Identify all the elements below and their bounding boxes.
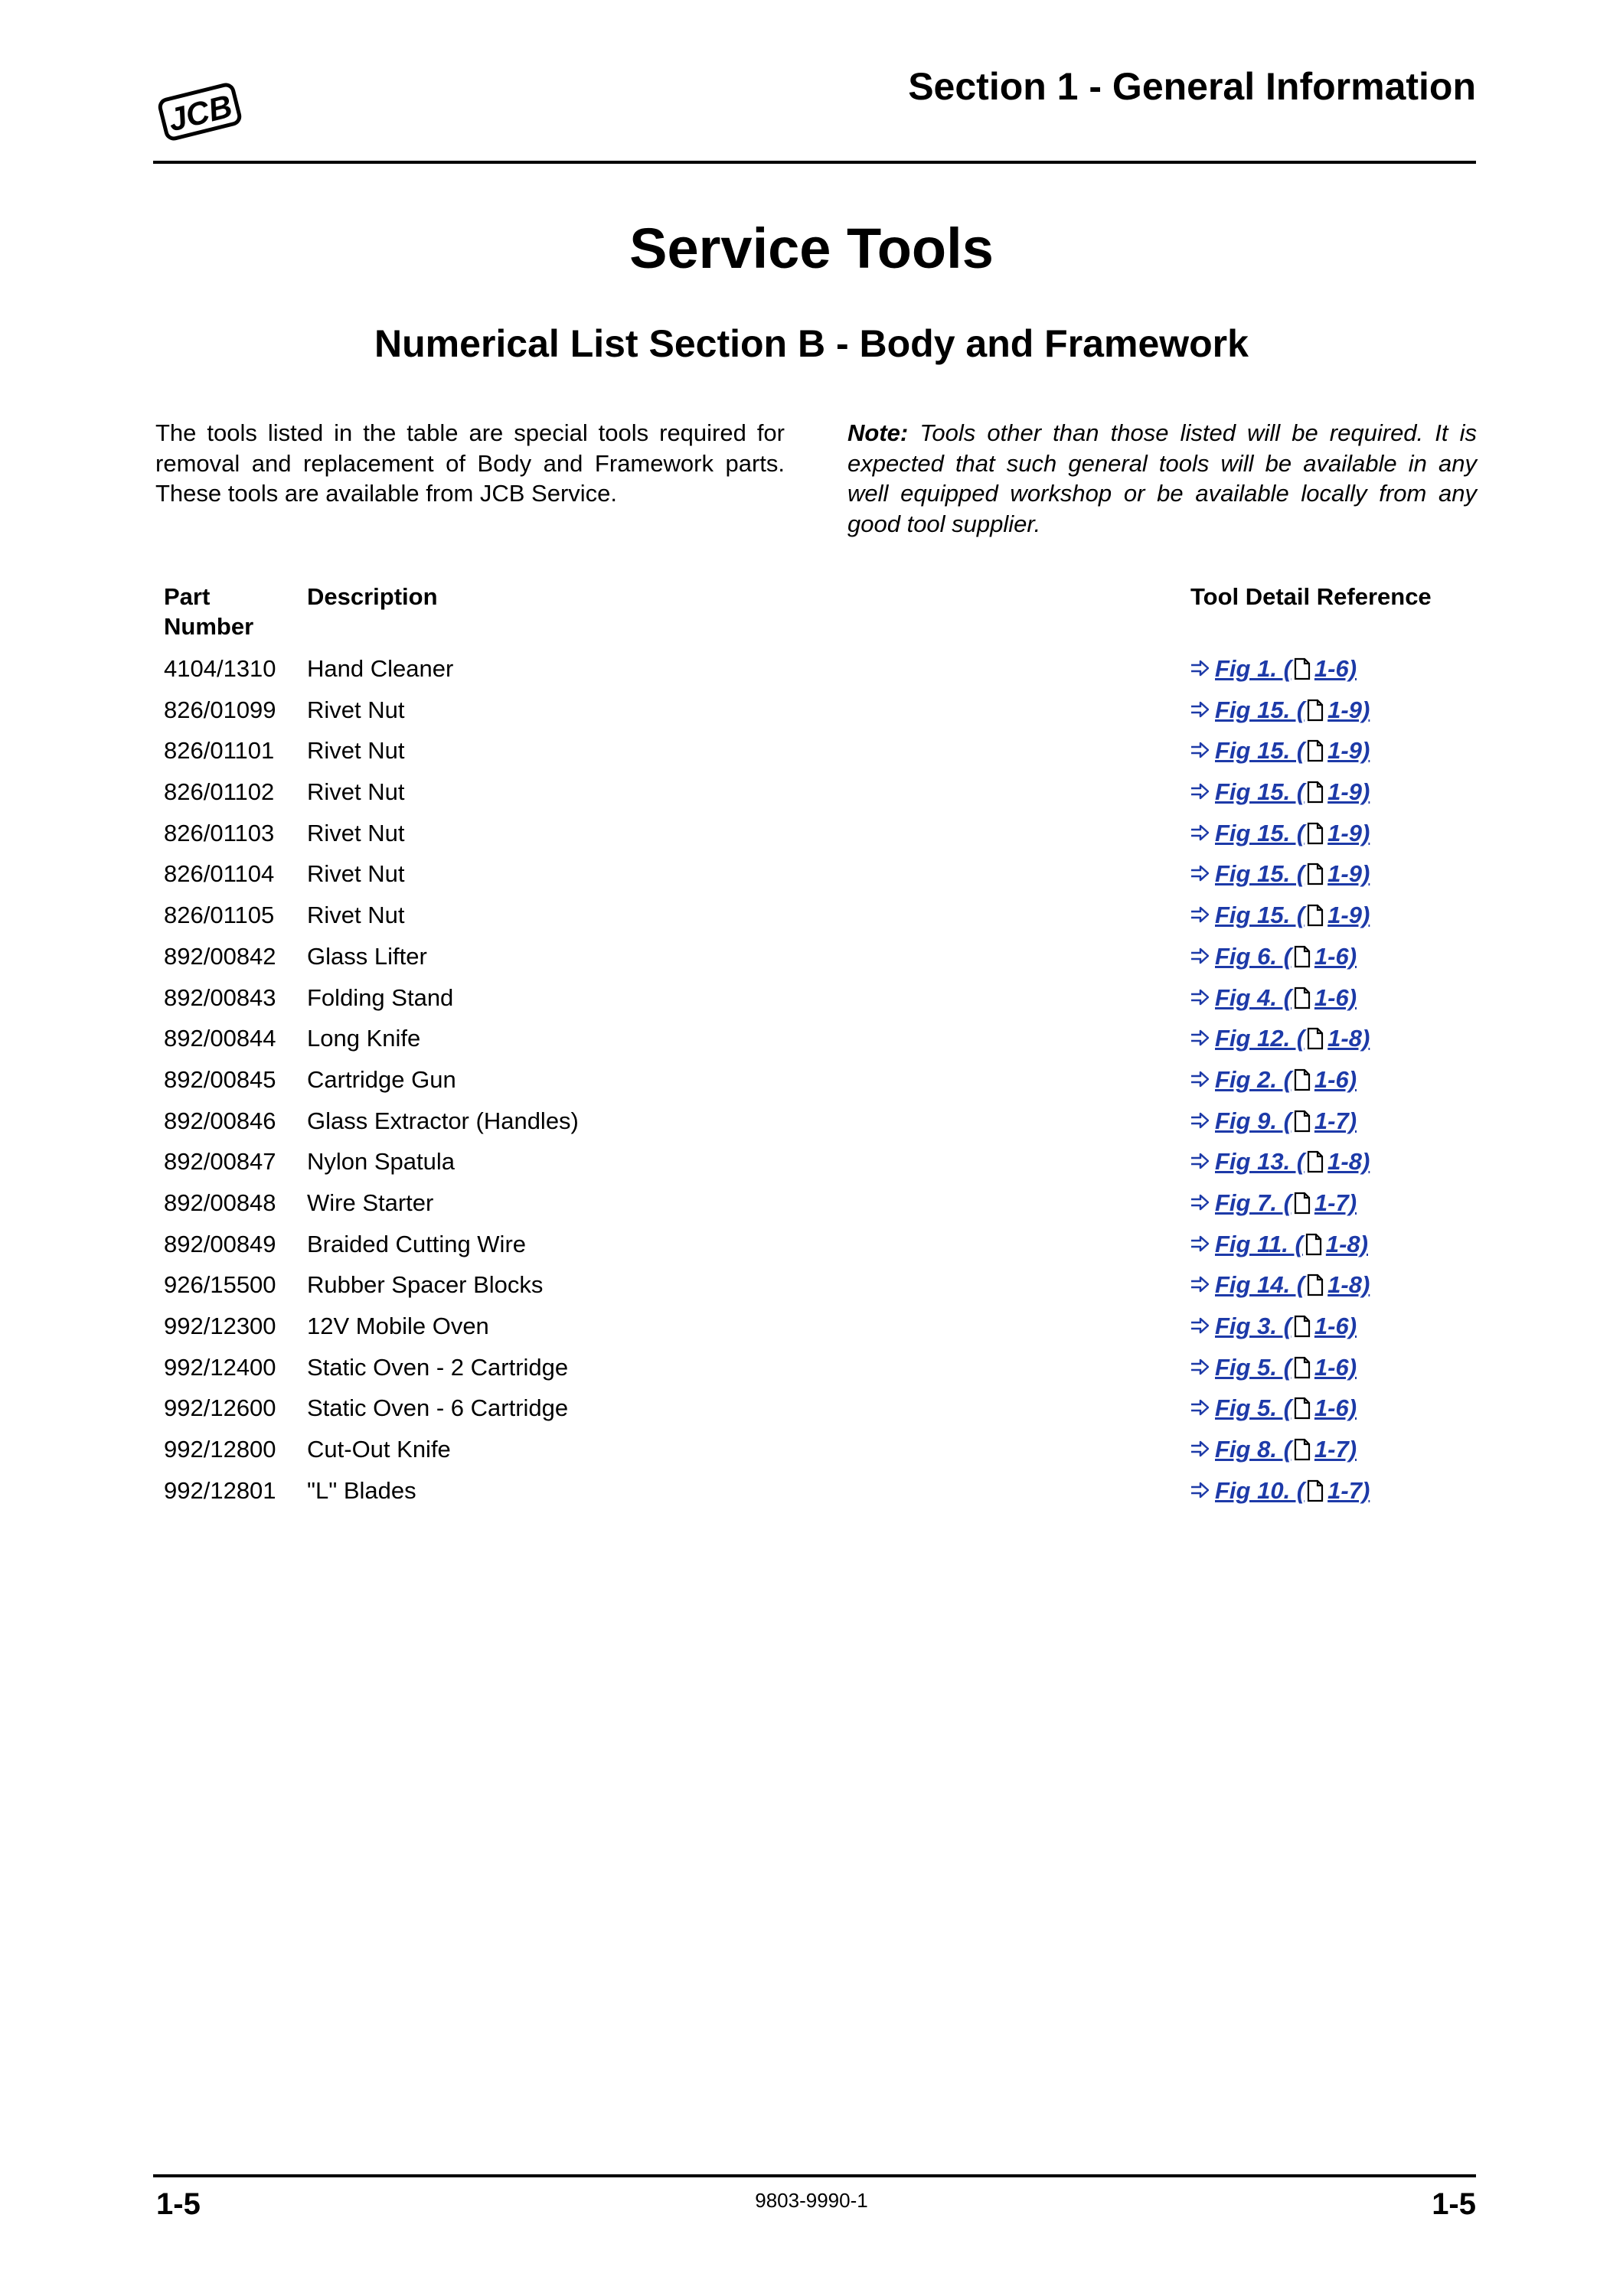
part-number-cell: 892/00843 (164, 983, 276, 1011)
figure-label: Fig 15. ( (1215, 778, 1305, 806)
arrow-right-icon (1190, 983, 1209, 1013)
table-row (0, 1106, 1623, 1147)
description-cell: Rivet Nut (307, 696, 405, 723)
figure-label: Fig 1. ( (1215, 655, 1292, 682)
page-icon (1306, 822, 1324, 845)
page-reference: 1-7) (1314, 1189, 1357, 1216)
figure-label: Fig 6. ( (1215, 942, 1292, 970)
table-row (0, 1352, 1623, 1394)
page-icon (1306, 1027, 1324, 1050)
page-title: Service Tools (629, 217, 994, 280)
page-icon (1293, 1438, 1311, 1461)
part-number-cell: 926/15500 (164, 1271, 276, 1299)
part-number-cell: 4104/1310 (164, 655, 276, 682)
page-reference: 1-9) (1327, 737, 1370, 765)
table-row (0, 777, 1623, 818)
description-cell: Rivet Nut (307, 819, 405, 846)
table-row (0, 859, 1623, 900)
arrow-right-icon (1190, 1106, 1209, 1137)
description-cell: Rubber Spacer Blocks (307, 1271, 544, 1299)
page-reference: 1-6) (1314, 1353, 1357, 1381)
description-cell: 12V Mobile Oven (307, 1313, 489, 1339)
arrow-right-icon (1190, 1476, 1209, 1506)
tool-detail-reference-link[interactable] (1190, 1352, 1357, 1383)
document-number: 9803-9990-1 (755, 2189, 868, 2212)
figure-label: Fig 11. ( (1215, 1230, 1303, 1257)
page-reference: 1-7) (1314, 1107, 1357, 1134)
table-row (0, 1229, 1623, 1270)
description-cell: Static Oven - 6 Cartridge (307, 1394, 569, 1422)
arrow-right-icon (1190, 654, 1209, 684)
table-row (0, 1023, 1623, 1065)
table-row (0, 1146, 1623, 1188)
tool-detail-reference-link[interactable] (1190, 695, 1370, 726)
table-row (0, 1434, 1623, 1476)
table-row (0, 818, 1623, 859)
part-number-cell: 892/00842 (164, 942, 276, 970)
page-icon (1306, 904, 1324, 927)
figure-label: Fig 14. ( (1215, 1271, 1305, 1299)
tool-detail-reference-link[interactable] (1190, 859, 1370, 889)
arrow-right-icon (1190, 1188, 1209, 1218)
table-row (0, 1393, 1623, 1434)
figure-label: Fig 3. ( (1215, 1313, 1292, 1339)
table-row (0, 735, 1623, 777)
intro-paragraph: The tools listed in the table are special tools required for removal and replacement of Body and Framework parts. These tools are available from JCB Service. (155, 419, 785, 507)
arrow-right-icon (1190, 1023, 1209, 1054)
tool-detail-reference-link[interactable] (1190, 1065, 1357, 1095)
figure-label: Fig 5. ( (1215, 1394, 1292, 1422)
part-number-cell: 826/01099 (164, 696, 276, 723)
figure-label: Fig 9. ( (1215, 1107, 1292, 1134)
page-icon (1306, 863, 1324, 885)
arrow-right-icon (1190, 777, 1209, 807)
table-row (0, 1065, 1623, 1106)
description-cell: Cut-Out Knife (307, 1436, 451, 1463)
part-number-cell: 826/01103 (164, 819, 275, 846)
part-number-cell: 892/00847 (164, 1148, 276, 1176)
page-reference: 1-8) (1325, 1230, 1368, 1257)
figure-label: Fig 15. ( (1215, 902, 1305, 929)
description-cell: Wire Starter (307, 1189, 434, 1216)
figure-label: Fig 10. ( (1215, 1476, 1305, 1504)
page-subtitle: Numerical List Section B - Body and Framework (374, 322, 1249, 365)
page-icon (1293, 1356, 1311, 1379)
page-icon (1293, 987, 1311, 1009)
page-icon (1306, 781, 1324, 804)
page-reference: 1-6) (1314, 655, 1357, 682)
table-row (0, 983, 1623, 1024)
part-number-cell: 892/00845 (164, 1065, 276, 1093)
description-cell: Rivet Nut (307, 860, 405, 888)
arrow-right-icon (1190, 1434, 1209, 1465)
part-number-cell: 992/12801 (164, 1476, 276, 1504)
figure-label: Fig 15. ( (1215, 737, 1305, 765)
section-title: Section 1 - General Information (908, 65, 1476, 108)
page-reference: 1-6) (1314, 1394, 1357, 1422)
page-reference: 1-7) (1314, 1436, 1357, 1463)
figure-label: Fig 8. ( (1215, 1436, 1292, 1463)
table-row (0, 900, 1623, 941)
tool-detail-reference-link[interactable] (1190, 1146, 1370, 1177)
tool-detail-reference-link[interactable] (1190, 1311, 1357, 1342)
description-cell: Nylon Spatula (307, 1148, 456, 1176)
part-number-cell: 826/01101 (164, 737, 275, 765)
page-reference: 1-6) (1314, 1065, 1357, 1093)
arrow-right-icon (1190, 1146, 1209, 1177)
note-label: Note: (847, 419, 909, 446)
part-number-cell: 992/12400 (164, 1353, 276, 1381)
description-cell: Rivet Nut (307, 737, 405, 765)
header-rule (153, 161, 1476, 164)
figure-label: Fig 4. ( (1215, 983, 1292, 1011)
tool-detail-reference-link[interactable] (1190, 777, 1370, 807)
part-number-cell: 892/00849 (164, 1230, 276, 1257)
page-icon (1293, 1068, 1311, 1091)
page-reference: 1-8) (1327, 1025, 1370, 1052)
arrow-right-icon (1190, 941, 1209, 972)
page-reference: 1-9) (1327, 696, 1370, 723)
page-icon (1293, 1192, 1311, 1215)
part-number-cell: 992/12600 (164, 1394, 276, 1422)
page-reference: 1-9) (1327, 902, 1370, 929)
tool-detail-reference-link[interactable] (1190, 983, 1357, 1013)
page-reference: 1-6) (1314, 942, 1357, 970)
table-row (0, 1188, 1623, 1229)
figure-label: Fig 2. ( (1215, 1065, 1292, 1093)
tool-detail-reference-link[interactable] (1190, 1476, 1370, 1506)
description-cell: Cartridge Gun (307, 1065, 456, 1093)
arrow-right-icon (1190, 1393, 1209, 1424)
arrow-right-icon (1190, 1065, 1209, 1095)
tool-detail-reference-link[interactable] (1190, 1023, 1370, 1054)
part-number-cell: 826/01105 (164, 902, 275, 929)
tool-detail-reference-link[interactable] (1190, 1229, 1368, 1260)
arrow-right-icon (1190, 818, 1209, 849)
page-reference: 1-9) (1327, 819, 1370, 846)
jcb-logo (155, 73, 245, 150)
page-number-right: 1-5 (1432, 2187, 1476, 2221)
page-icon (1306, 1150, 1324, 1173)
figure-label: Fig 15. ( (1215, 860, 1305, 888)
arrow-right-icon (1190, 859, 1209, 889)
part-header-line1: Part (164, 583, 211, 610)
figure-label: Fig 15. ( (1215, 819, 1305, 846)
tool-detail-reference-link[interactable] (1190, 1434, 1357, 1465)
page-icon (1306, 739, 1324, 762)
figure-label: Fig 13. ( (1215, 1148, 1305, 1176)
part-number-cell: 892/00848 (164, 1189, 276, 1216)
arrow-right-icon (1190, 900, 1209, 931)
page-icon (1306, 1274, 1324, 1296)
page-reference: 1-9) (1327, 860, 1370, 888)
table-row (0, 695, 1623, 736)
page-reference: 1-8) (1327, 1271, 1370, 1299)
description-cell: Glass Extractor (Handles) (307, 1107, 579, 1134)
page-icon (1306, 1479, 1324, 1502)
note-text: Tools other than those listed will be required. It is expected that such general tools will be available in any well equipped workshop or be available locally from any good tool supplier. (847, 419, 1477, 537)
table-row (0, 941, 1623, 983)
table-row (0, 1311, 1623, 1352)
description-cell: Glass Lifter (307, 942, 427, 970)
page-reference: 1-6) (1314, 983, 1357, 1011)
page-reference: 1-6) (1314, 1313, 1357, 1339)
table-row (0, 1270, 1623, 1311)
arrow-right-icon (1190, 1270, 1209, 1300)
tool-detail-reference-link[interactable] (1190, 900, 1370, 931)
table-row (0, 654, 1623, 695)
description-cell: Hand Cleaner (307, 655, 454, 682)
tool-detail-reference-link[interactable] (1190, 941, 1357, 972)
description-cell: Static Oven - 2 Cartridge (307, 1353, 569, 1381)
description-cell: Braided Cutting Wire (307, 1230, 527, 1257)
column-header-description: Description (307, 583, 438, 610)
tool-detail-reference-link[interactable] (1190, 818, 1370, 849)
page-reference: 1-8) (1327, 1148, 1370, 1176)
page-icon (1305, 1233, 1323, 1256)
arrow-right-icon (1190, 695, 1209, 726)
table-row (0, 1476, 1623, 1517)
part-number-cell: 992/12800 (164, 1436, 276, 1463)
tool-detail-reference-link[interactable] (1190, 654, 1357, 684)
description-cell: Rivet Nut (307, 902, 405, 929)
tool-detail-reference-link[interactable] (1190, 735, 1370, 766)
arrow-right-icon (1190, 1311, 1209, 1342)
column-header-tool-detail-reference: Tool Detail Reference (1190, 583, 1432, 610)
part-number-cell: 892/00846 (164, 1107, 276, 1134)
page-icon (1293, 657, 1311, 680)
note-paragraph (847, 418, 1477, 539)
part-number-cell: 826/01102 (164, 778, 275, 806)
footer-rule (153, 2174, 1476, 2177)
arrow-right-icon (1190, 1352, 1209, 1383)
arrow-right-icon (1190, 735, 1209, 766)
page-icon (1293, 1315, 1311, 1338)
part-header-line2: Number (164, 613, 254, 640)
part-number-cell: 826/01104 (164, 860, 275, 888)
part-number-cell: 992/12300 (164, 1313, 276, 1339)
page-reference: 1-7) (1327, 1476, 1370, 1504)
description-cell: Rivet Nut (307, 778, 405, 806)
figure-label: Fig 5. ( (1215, 1353, 1292, 1381)
page-icon (1293, 1397, 1311, 1420)
figure-label: Fig 15. ( (1215, 696, 1305, 723)
page-number-left: 1-5 (156, 2187, 201, 2221)
page-reference: 1-9) (1327, 778, 1370, 806)
description-cell: "L" Blades (307, 1476, 416, 1504)
part-number-cell: 892/00844 (164, 1025, 276, 1052)
tool-detail-reference-link[interactable] (1190, 1188, 1357, 1218)
tool-detail-reference-link[interactable] (1190, 1270, 1370, 1300)
svg-text:JCB: JCB (164, 87, 236, 139)
page-icon (1306, 699, 1324, 722)
figure-label: Fig 7. ( (1215, 1189, 1292, 1216)
description-cell: Folding Stand (307, 983, 454, 1011)
tool-table-body (0, 654, 1623, 1516)
tool-detail-reference-link[interactable] (1190, 1393, 1357, 1424)
arrow-right-icon (1190, 1229, 1209, 1260)
description-cell: Long Knife (307, 1025, 421, 1052)
figure-label: Fig 12. ( (1215, 1025, 1305, 1052)
column-header-part-number (164, 582, 253, 641)
page-icon (1293, 945, 1311, 968)
page-icon (1293, 1110, 1311, 1133)
tool-detail-reference-link[interactable] (1190, 1106, 1357, 1137)
